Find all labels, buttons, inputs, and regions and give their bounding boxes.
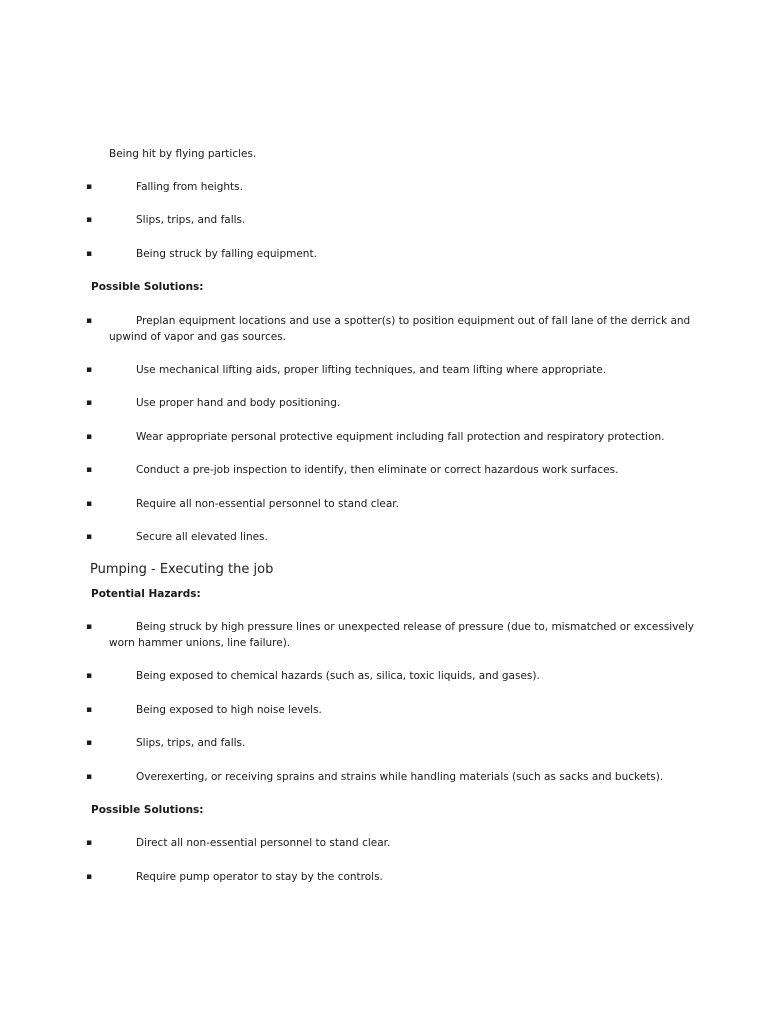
bullet-icon: ▪ <box>86 465 93 475</box>
list-item-text: Conduct a pre-job inspection to identify, then eliminate or correct hazardous work surfaces. <box>136 464 619 476</box>
bullet-icon: ▪ <box>86 182 93 192</box>
bullet-icon: ▪ <box>86 705 93 715</box>
bullet-icon: ▪ <box>86 215 93 225</box>
bullet-icon: ▪ <box>86 249 93 259</box>
list-item-text: Preplan equipment locations and use a spotter(s) to position equipment out of fall lane of the derrick and <box>136 315 691 327</box>
list-item-text: Slips, trips, and falls. <box>136 737 246 749</box>
list-item-text: Being exposed to chemical hazards (such as, silica, toxic liquids, and gases). <box>136 670 540 682</box>
list-item-text-continued: worn hammer unions, line failure). <box>109 637 291 649</box>
bullet-icon: ▪ <box>86 838 93 848</box>
section-heading: Pumping - Executing the job <box>90 562 274 577</box>
bullet-icon: ▪ <box>86 772 93 782</box>
possible-solutions-label: Possible Solutions: <box>91 281 204 293</box>
list-item-text: Overexerting, or receiving sprains and strains while handling materials (such as sacks and buckets). <box>136 771 664 783</box>
list-item-text: Falling from heights. <box>136 181 243 193</box>
list-item-text: Require pump operator to stay by the controls. <box>136 871 383 883</box>
bullet-icon: ▪ <box>86 622 93 632</box>
bullet-icon: ▪ <box>86 398 93 408</box>
bullet-icon: ▪ <box>86 316 93 326</box>
bullet-icon: ▪ <box>86 499 93 509</box>
list-item-text: Require all non-essential personnel to stand clear. <box>136 498 399 510</box>
bullet-icon: ▪ <box>86 872 93 882</box>
list-item-text: Being struck by high pressure lines or unexpected release of pressure (due to, mismatched or excessively <box>136 621 695 633</box>
potential-hazards-label: Potential Hazards: <box>91 588 201 600</box>
list-item-text: Being struck by falling equipment. <box>136 248 317 260</box>
list-item-text: Use mechanical lifting aids, proper lifting techniques, and team lifting where appropriate. <box>136 364 607 376</box>
bullet-icon: ▪ <box>86 532 93 542</box>
list-item-text-continued: upwind of vapor and gas sources. <box>109 331 287 343</box>
bullet-icon: ▪ <box>86 671 93 681</box>
list-item-text: Use proper hand and body positioning. <box>136 397 341 409</box>
list-item-text: Direct all non-essential personnel to stand clear. <box>136 837 391 849</box>
intro-line: Being hit by flying particles. <box>109 148 257 160</box>
possible-solutions-label: Possible Solutions: <box>91 804 204 816</box>
bullet-icon: ▪ <box>86 432 93 442</box>
bullet-icon: ▪ <box>86 738 93 748</box>
list-item-text: Being exposed to high noise levels. <box>136 704 322 716</box>
list-item-text: Secure all elevated lines. <box>136 531 268 543</box>
list-item-text: Slips, trips, and falls. <box>136 214 246 226</box>
bullet-icon: ▪ <box>86 365 93 375</box>
list-item-text: Wear appropriate personal protective equipment including fall protection and respiratory protection. <box>136 431 665 443</box>
